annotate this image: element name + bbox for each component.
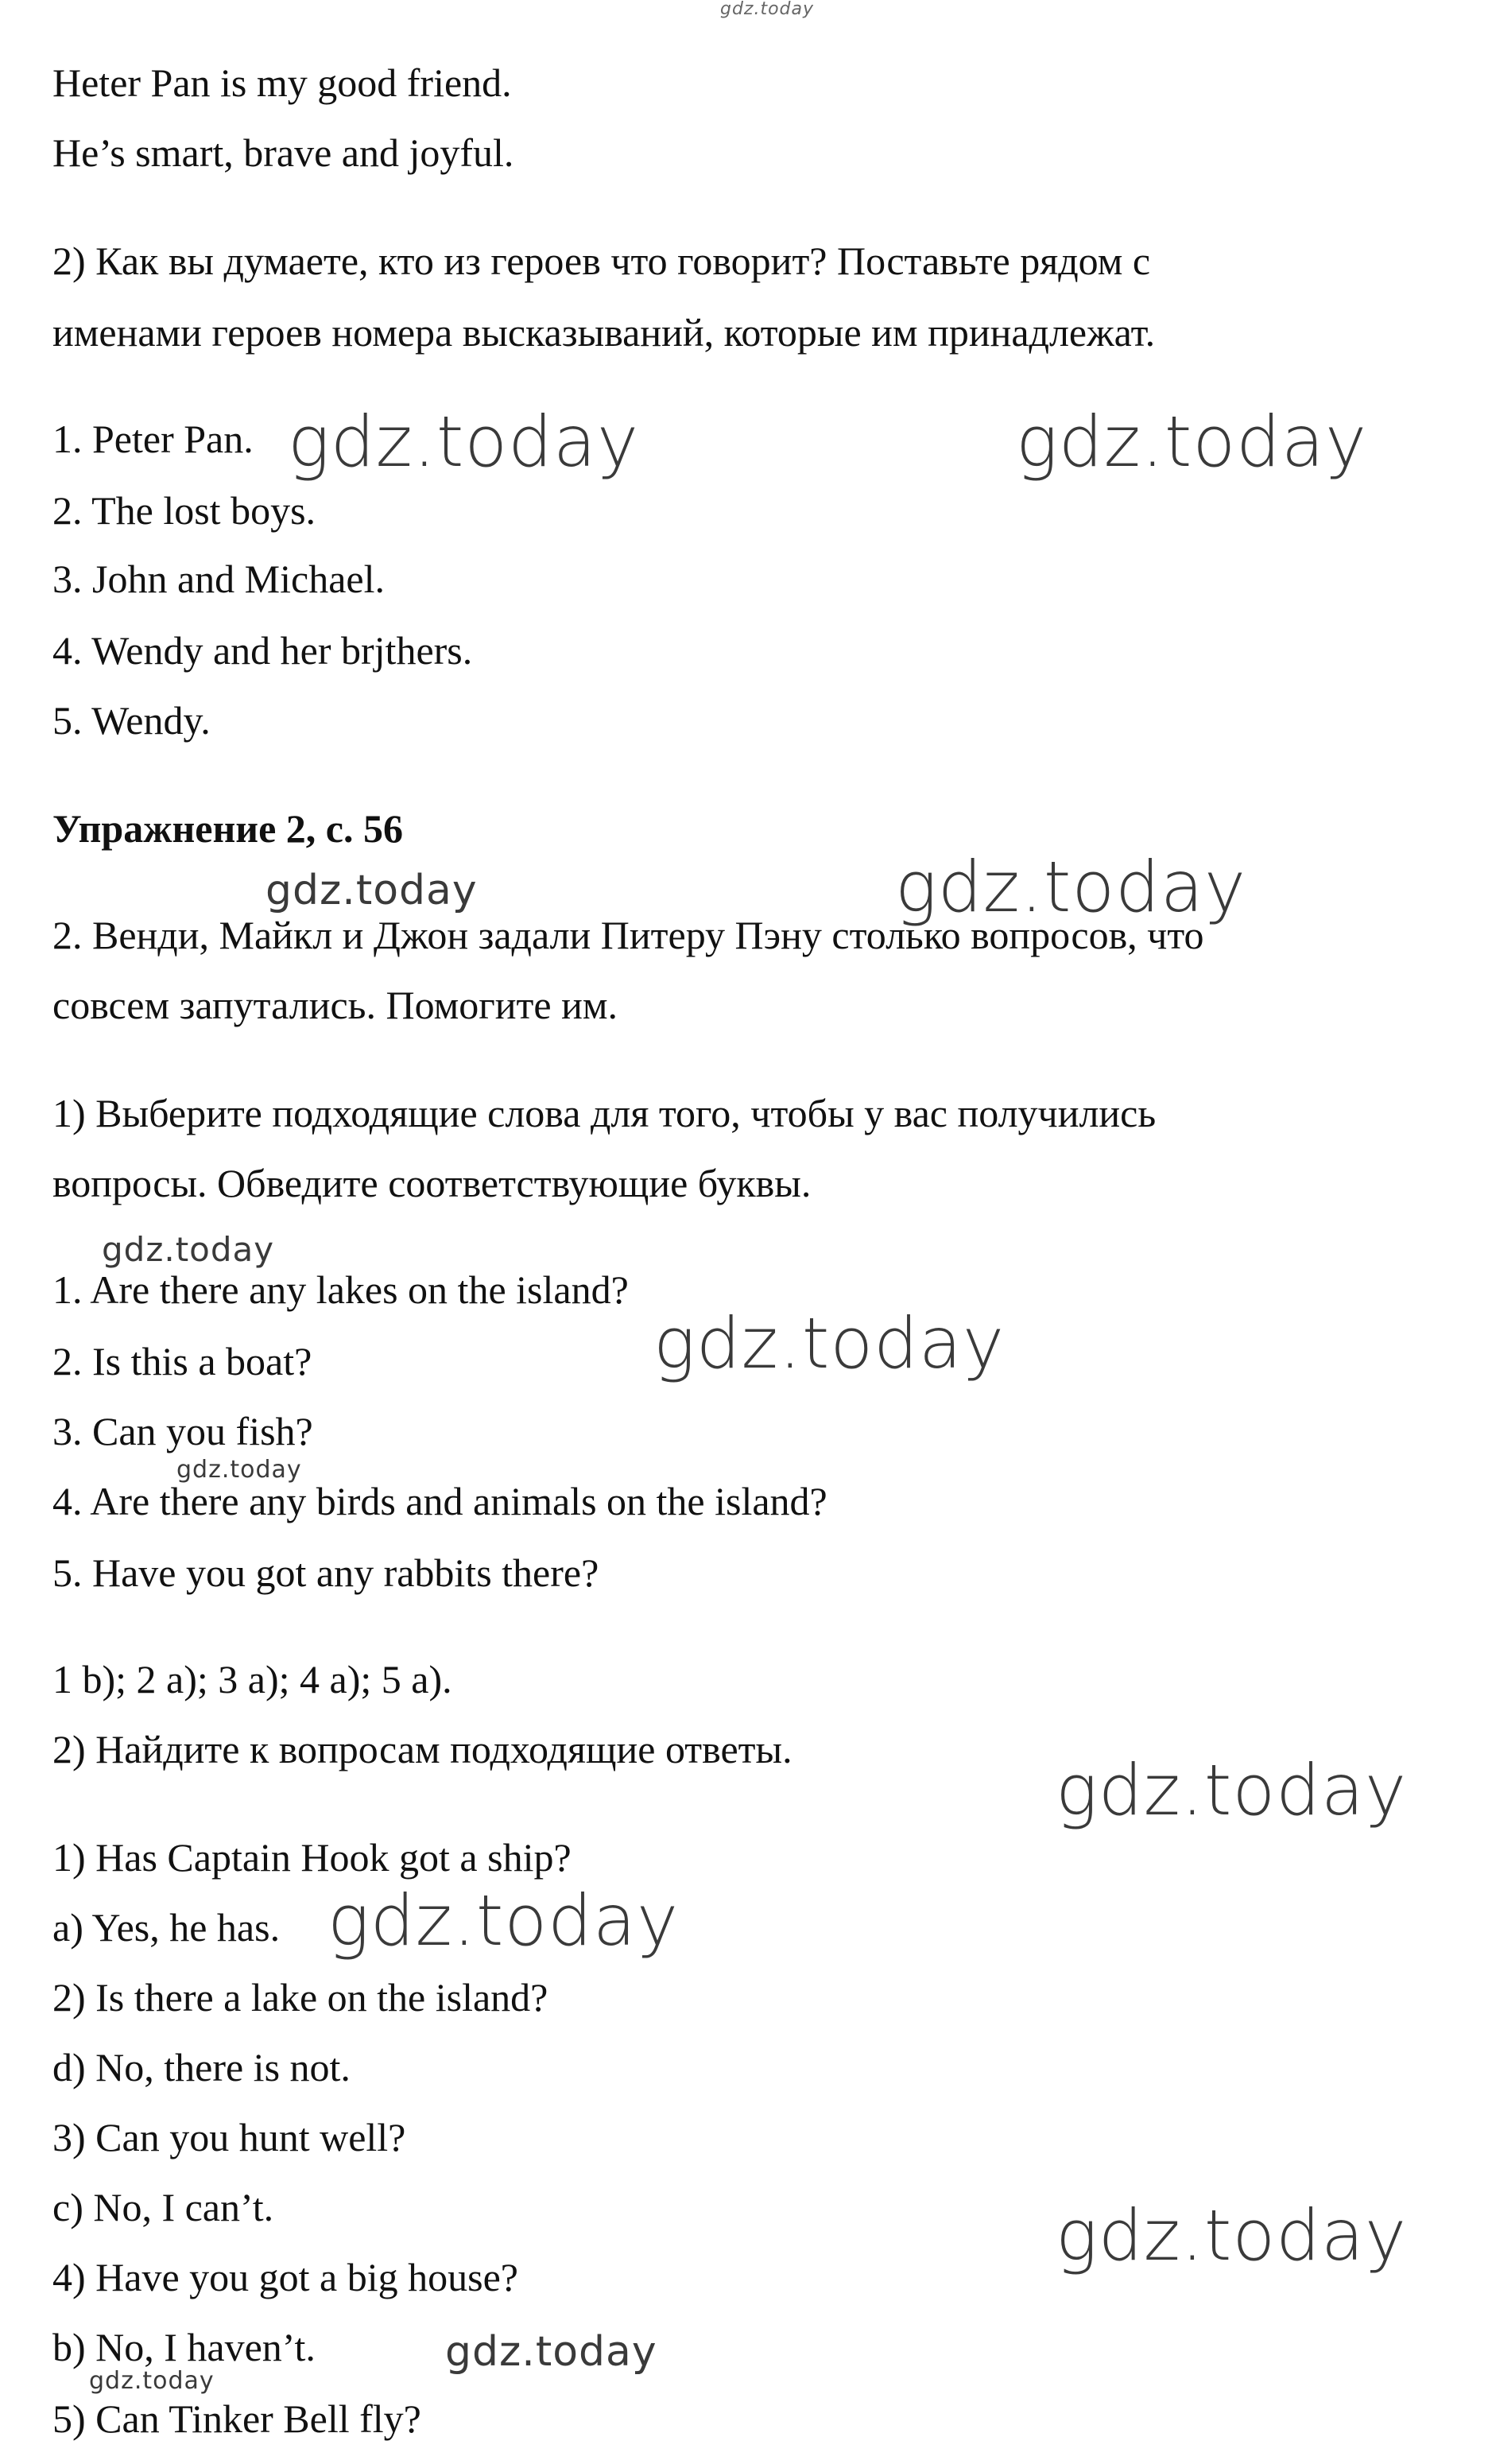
watermark: gdz.today	[265, 867, 478, 914]
watermark: gdz.today	[895, 846, 1247, 928]
list-item: 5) Can Tinker Bell fly?	[52, 2396, 421, 2441]
list-item: a) Yes, he has.	[52, 1905, 281, 1950]
list-item: 2. The lost boys.	[52, 488, 316, 533]
watermark: gdz.today	[1056, 2194, 1408, 2276]
watermark: gdz.today	[653, 1302, 1006, 1384]
list-item: 2) Is there a lake on the island?	[52, 1975, 548, 2020]
watermark: gdz.today	[288, 401, 640, 483]
list-item: 3. John and Michael.	[52, 557, 385, 601]
list-item: 4. Wendy and her brjthers.	[52, 628, 473, 673]
list-item: b) No, I haven’t.	[52, 2325, 316, 2369]
part2-instruction: 2) Найдите к вопросам подходящие ответы.	[52, 1727, 793, 1771]
watermark: gdz.today	[176, 1456, 302, 1484]
watermark: gdz.today	[89, 2367, 215, 2395]
list-item: 1) Has Captain Hook got a ship?	[52, 1835, 572, 1880]
roles-instruction-line-1: 2) Как вы думаете, кто из героев что говорит? Поставьте рядом с	[52, 239, 1151, 283]
intro-line-2: He’s smart, brave and joyful.	[52, 130, 514, 175]
exercise-heading: Упражнение 2, с. 56	[52, 806, 403, 851]
list-item: d) No, there is not.	[52, 2045, 351, 2090]
top-watermark: gdz.today	[720, 0, 815, 19]
watermark: gdz.today	[445, 2328, 657, 2376]
watermark: gdz.today	[102, 1230, 275, 1269]
list-item: 3. Can you fish?	[52, 1409, 313, 1453]
exercise-intro-line-1: 2. Венди, Майкл и Джон задали Питеру Пэну столько вопросов, что	[52, 913, 1204, 957]
roles-instruction-line-2: именами героев номера высказываний, которые им принадлежат.	[52, 310, 1156, 355]
list-item: c) No, I can’t.	[52, 2185, 274, 2229]
watermark: gdz.today	[1056, 1749, 1408, 1831]
watermark: gdz.today	[327, 1880, 680, 1961]
list-item: 1. Are there any lakes on the island?	[52, 1267, 629, 1312]
list-item: 4. Are there any birds and animals on the island?	[52, 1479, 827, 1523]
exercise-intro-line-2: совсем запутались. Помогите им.	[52, 983, 618, 1027]
list-item: 1. Peter Pan.	[52, 417, 254, 461]
list-item: 3) Can you hunt well?	[52, 2115, 406, 2159]
part1-instruction-line-1: 1) Выберите подходящие слова для того, чтобы у вас получились	[52, 1091, 1157, 1135]
list-item: 5. Wendy.	[52, 698, 211, 743]
answer-key: 1 b); 2 a); 3 a); 4 a); 5 a).	[52, 1657, 452, 1702]
list-item: 4) Have you got a big house?	[52, 2255, 518, 2299]
list-item: 5. Have you got any rabbits there?	[52, 1550, 599, 1595]
watermark: gdz.today	[1016, 401, 1368, 483]
intro-line-1: Heter Pan is my good friend.	[52, 60, 512, 105]
list-item: 2. Is this a boat?	[52, 1339, 312, 1383]
part1-instruction-line-2: вопросы. Обведите соответствующие буквы.	[52, 1161, 812, 1205]
